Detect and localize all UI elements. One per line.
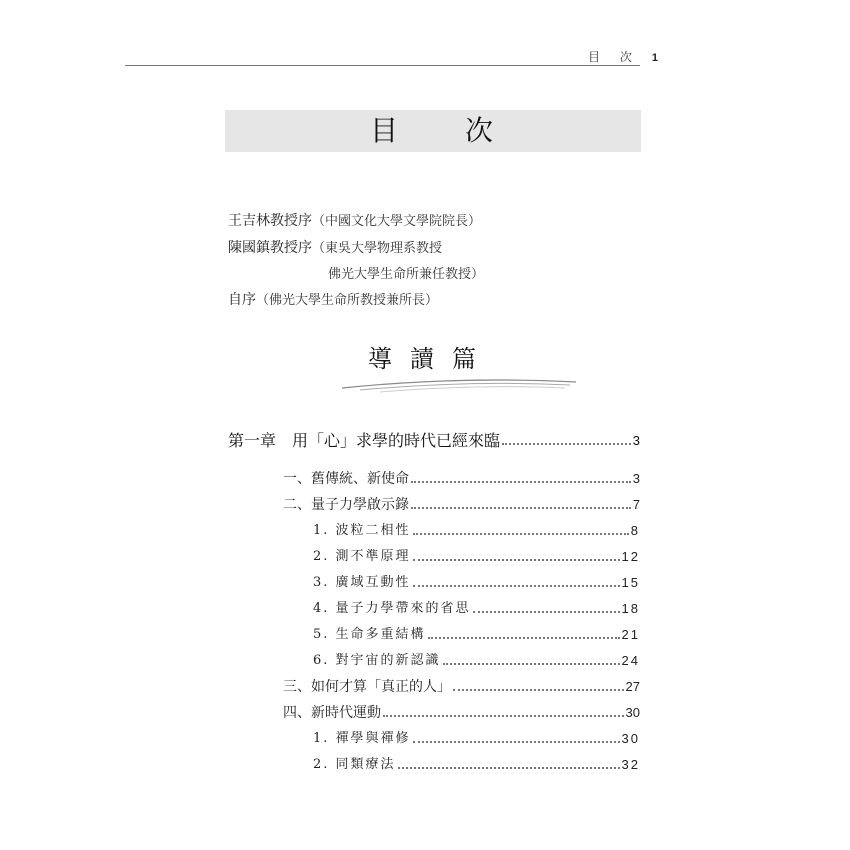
- dot-leader: [428, 637, 620, 639]
- dot-leader: [502, 443, 631, 445]
- dot-leader: [411, 507, 631, 509]
- toc-page-number: 30: [621, 731, 640, 746]
- preface-detail: 佛光大學生命所兼任教授）: [328, 267, 485, 282]
- part-title: 導讀篇: [368, 345, 494, 373]
- toc-page-number: 3: [632, 471, 640, 486]
- toc-page-number: 7: [632, 497, 640, 512]
- toc-label: 一、舊傳統、新使命: [283, 471, 409, 487]
- toc-page-number: 30: [625, 705, 640, 720]
- toc-label: 5. 生命多重結構: [313, 627, 426, 642]
- running-header: 目 次: [588, 50, 640, 64]
- preface-name: 自序: [228, 292, 256, 308]
- toc-page-number: 12: [621, 549, 640, 564]
- running-header-group: [588, 50, 658, 65]
- preface-entry[interactable]: [228, 212, 481, 231]
- preface-name: 陳國鎮教授序: [228, 240, 312, 256]
- toc-entry[interactable]: [283, 468, 640, 488]
- toc-chapter[interactable]: [228, 430, 640, 450]
- toc-label: 3. 廣域互動性: [313, 575, 411, 590]
- toc-entry[interactable]: [283, 676, 640, 696]
- toc-entry[interactable]: [313, 728, 640, 748]
- toc-entry[interactable]: [283, 702, 640, 722]
- title-char: 目: [370, 114, 399, 147]
- toc-entry[interactable]: [313, 598, 640, 618]
- dot-leader: [398, 767, 620, 769]
- dot-leader: [443, 663, 620, 665]
- toc-page-number: 8: [630, 523, 640, 538]
- toc-page-number: 21: [621, 627, 640, 642]
- toc-label: 1. 波粒二相性: [313, 523, 411, 538]
- title-char: 次: [465, 114, 494, 147]
- toc-page-number: 18: [621, 601, 640, 616]
- preface-entry[interactable]: [228, 239, 442, 258]
- toc-page-number: 3: [632, 433, 640, 448]
- page-number: 1: [651, 52, 658, 64]
- toc-entry[interactable]: [313, 624, 640, 644]
- dot-leader: [383, 715, 624, 717]
- preface-detail: （東吳大學物理系教授: [312, 241, 443, 256]
- toc-label: 2. 測不準原理: [313, 549, 411, 564]
- toc-entry[interactable]: [283, 494, 640, 514]
- preface-detail: （佛光大學生命所教授兼所長）: [256, 293, 439, 308]
- toc-label: 三、如何才算「真正的人」: [283, 679, 451, 695]
- toc-page-number: 15: [621, 575, 640, 590]
- toc-page-number: 24: [621, 653, 640, 668]
- toc-label: 4. 量子力學帶來的省思: [313, 601, 471, 616]
- dot-leader: [413, 559, 620, 561]
- dot-leader: [413, 585, 620, 587]
- toc-entry[interactable]: [313, 650, 640, 670]
- toc-label: 四、新時代運動: [283, 705, 381, 721]
- toc-page-number: 32: [621, 757, 640, 772]
- toc-page-number: 27: [625, 679, 640, 694]
- toc-label: 2. 同類療法: [313, 757, 396, 772]
- toc-entry[interactable]: [313, 754, 640, 774]
- dot-leader: [413, 533, 629, 535]
- dot-leader: [411, 481, 631, 483]
- toc-entry[interactable]: [313, 546, 640, 566]
- preface-detail-continued: [328, 265, 484, 284]
- dot-leader: [453, 689, 624, 691]
- dot-leader: [473, 611, 620, 613]
- preface-detail: （中國文化大學文學院院長）: [312, 214, 482, 229]
- toc-label: 第一章 用「心」求學的時代已經來臨: [228, 431, 501, 450]
- preface-entry[interactable]: [228, 291, 438, 310]
- decorative-swoosh: [340, 374, 580, 398]
- toc-entry[interactable]: [313, 520, 640, 540]
- dot-leader: [413, 741, 620, 743]
- toc-label: 1. 禪學與禪修: [313, 731, 411, 746]
- preface-name: 王吉林教授序: [228, 213, 312, 229]
- toc-entry[interactable]: [313, 572, 640, 592]
- toc-label: 二、量子力學啟示錄: [283, 497, 409, 513]
- header-rule: [125, 65, 640, 66]
- toc-label: 6. 對宇宙的新認識: [313, 653, 441, 668]
- page-title: [225, 110, 641, 152]
